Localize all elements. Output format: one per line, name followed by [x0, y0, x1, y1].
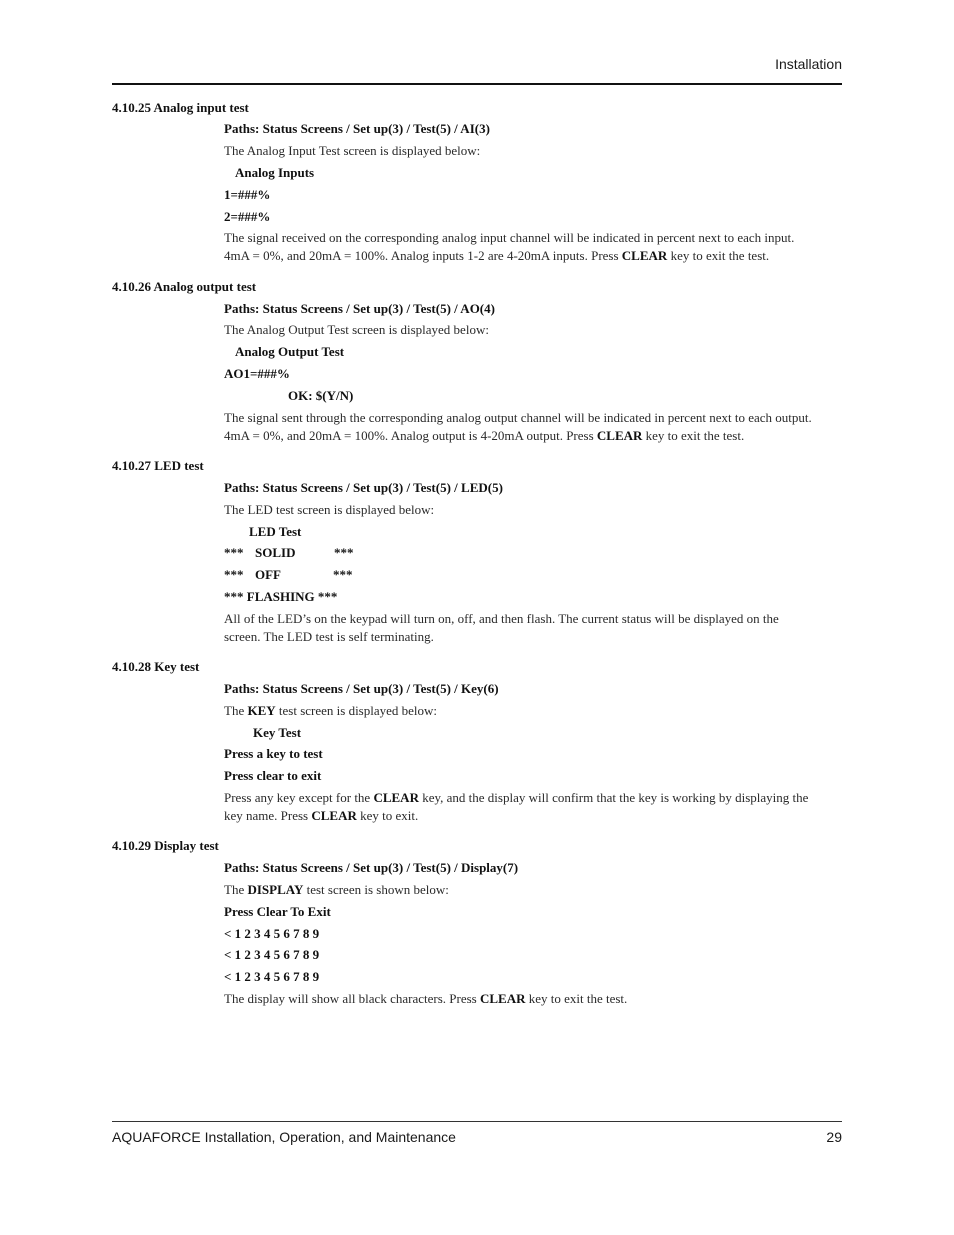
menu-path: Paths: Status Screens / Set up(3) / Test(5) / Display(7): [224, 860, 519, 875]
menu-path: Paths: Status Screens / Set up(3) / Test(5) / AO(4): [224, 301, 495, 316]
screen-title: Analog Output Test: [235, 344, 345, 359]
menu-path: Paths: Status Screens / Set up(3) / Test(5) / AI(3): [224, 121, 490, 136]
screen-title: Key Test: [253, 725, 302, 740]
description: The signal sent through the corresponding analog output channel will be indicated in percent next to each output. 4mA = 0%, and 20mA = 100%. Analog output is 4-20mA output. Press CLEAR key to exit the test.: [224, 410, 812, 443]
screen-title: LED Test: [249, 524, 302, 539]
intro-text: The LED test screen is displayed below:: [224, 502, 435, 517]
footer-title: AQUAFORCE Installation, Operation, and Maintenance: [112, 1129, 456, 1145]
screen-line: 2=###%: [224, 209, 271, 224]
screen-title: Press Clear To Exit: [224, 904, 331, 919]
section-heading: 4.10.25 Analog input test: [112, 100, 249, 115]
screen-title: Analog Inputs: [235, 165, 315, 180]
screen-line: ***: [333, 567, 353, 582]
description: All of the LED’s on the keypad will turn on, off, and then flash. The current status will be displayed on the screen. The LED test is self terminating.: [224, 611, 779, 644]
description: Press any key except for the CLEAR key, and the display will confirm that the key is working by displaying the key name. Press CLEAR key to exit.: [224, 790, 809, 823]
page-number: 29: [826, 1129, 842, 1145]
section-heading: 4.10.26 Analog output test: [112, 279, 257, 294]
screen-line: OK: $(Y/N): [288, 388, 354, 403]
intro-text: The Analog Input Test screen is displayed below:: [224, 143, 481, 158]
screen-line: ***: [224, 567, 244, 582]
description: The display will show all black characters. Press CLEAR key to exit the test.: [224, 991, 628, 1006]
screen-line: < 1 2 3 4 5 6 7 8 9: [224, 926, 320, 941]
screen-line: < 1 2 3 4 5 6 7 8 9: [224, 947, 320, 962]
section-heading: 4.10.28 Key test: [112, 659, 200, 674]
menu-path: Paths: Status Screens / Set up(3) / Test(5) / LED(5): [224, 480, 503, 495]
section-heading: 4.10.27 LED test: [112, 458, 204, 473]
screen-line: AO1=###%: [224, 366, 290, 381]
screen-line: *** FLASHING ***: [224, 589, 338, 604]
screen-line: 1=###%: [224, 187, 271, 202]
footer-rule: [112, 1121, 842, 1122]
header-rule: [112, 83, 842, 85]
screen-line: Press a key to test: [224, 746, 323, 761]
screen-line: ***: [334, 545, 354, 560]
screen-line: < 1 2 3 4 5 6 7 8 9: [224, 969, 320, 984]
intro-text: The DISPLAY test screen is shown below:: [224, 882, 449, 897]
screen-line: ***: [224, 545, 244, 560]
screen-line: SOLID: [255, 545, 296, 560]
description: The signal received on the corresponding analog input channel will be indicated in percent next to each input. 4mA = 0%, and 20mA = 100%. Analog inputs 1-2 are 4-20mA inputs. Press CLEAR key to exit the test.: [224, 230, 795, 263]
intro-text: The KEY test screen is displayed below:: [224, 703, 438, 718]
screen-line: OFF: [255, 567, 281, 582]
running-header: Installation: [775, 56, 842, 72]
screen-line: Press clear to exit: [224, 768, 322, 783]
section-heading: 4.10.29 Display test: [112, 838, 219, 853]
menu-path: Paths: Status Screens / Set up(3) / Test(5) / Key(6): [224, 681, 499, 696]
intro-text: The Analog Output Test screen is displayed below:: [224, 322, 489, 337]
